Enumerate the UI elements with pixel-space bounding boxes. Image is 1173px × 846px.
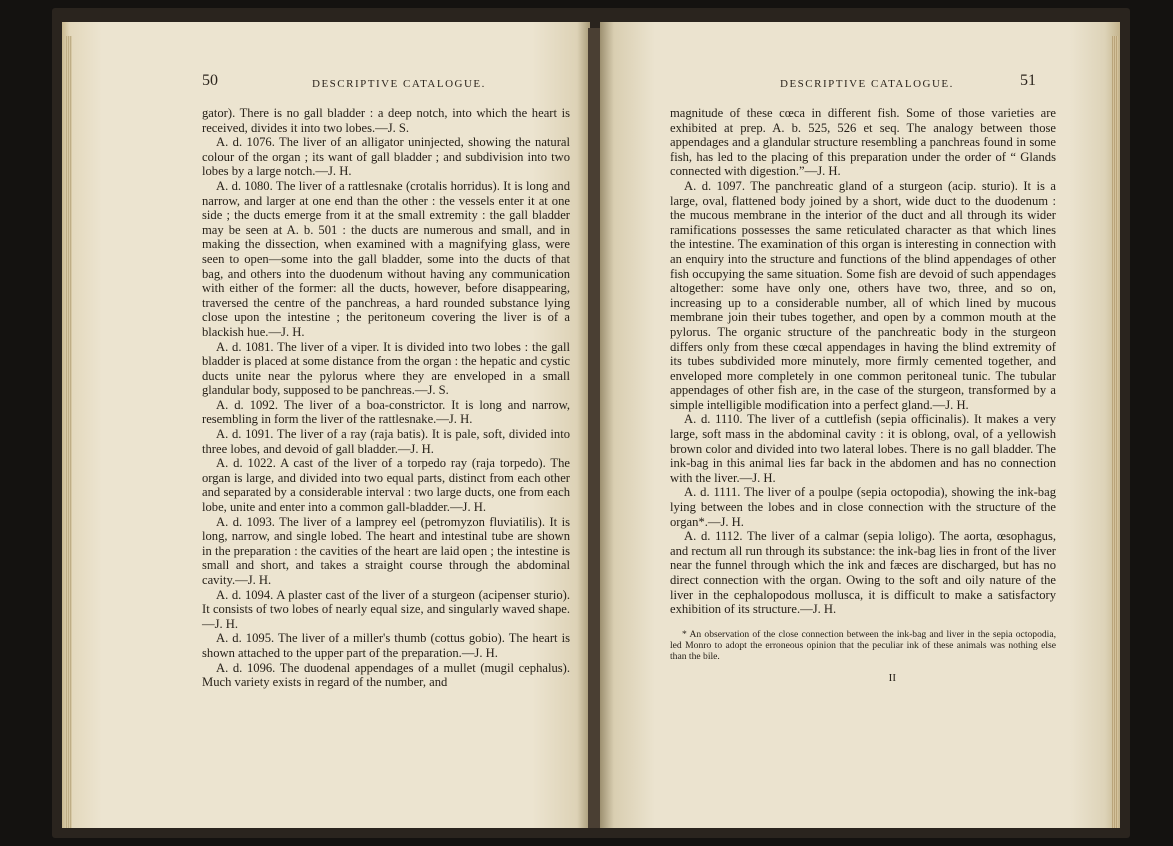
paragraph: A. d. 1110. The liver of a cuttlefish (sepia officinalis). It makes a very large, soft mass in the abdominal cavity : it is oblong, oval, of a yellowish brown color and divided into two lateral lobes. There is no gall bladder. The ink-bag in this animal lies far back in the abdomen and has no connection with the liver.—J. H. [670,412,1056,485]
paragraph: A. d. 1095. The liver of a miller's thumb (cottus gobio). The heart is shown attached to the upper part of the preparation.—J. H. [202,631,570,660]
left-page [62,22,590,828]
page-edges-right [1112,36,1118,828]
paragraph: A. d. 1092. The liver of a boa-constrictor. It is long and narrow, resembling in form the liver of the rattlesnake.—J. H. [202,397,570,427]
paragraph: A. d. 1111. The liver of a poulpe (sepia octopodia), showing the ink-bag lying between the lobes and in close connection with the structure of the organ*.—J. H. [670,485,1056,529]
paragraph: A. d. 1080. The liver of a rattlesnake (crotalis horridus). It is long and narrow, and larger at one end than the other : the vessels enter it at one side ; the ducts emerge from it at the small extremity : the gall bladder may be seen at A. b. 501 : the ducts are numerous and small, and in making the dissection, when examined with a magnifying glass, were seen to open—some into the gall bladder, some into the ducts of that bag, and others into the duodenum without having any communication with either of the former: all the ducts, however, before disappearing, traversed the centre of the panchreas, a hard rounded substance lying close upon the intestine ; the peritoneum covering the liver is of a blackish hue.—J. H. [202,178,570,339]
right-page-text [670,106,1056,686]
footnote: * An observation of the close connection between the ink-bag and liver in the sepia octopodia, led Monro to adopt the erroneous opinion that the peculiar ink of these animals was nothing else than the bile. [670,628,1056,662]
left-page-text [202,106,570,690]
right-page [600,22,1120,828]
paragraph: A. d. 1093. The liver of a lamprey eel (petromyzon fluviatilis). It is long, narrow, and single lobed. The heart and intestinal tube are shown in the preparation : the cavities of the heart are laid open ; the intestine is small and short, and takes a straight course through the abdominal cavity.—J. H. [202,514,570,587]
paragraph: magnitude of these cœca in different fish. Some of those varieties are exhibited at prep. A. b. 525, 526 et seq. The analogy between those appendages and a glandular structure resembling a panchreas found in some fish, has led to the placing of this preparation under the order of “ Glands connected with digestion.”—J. H. [670,106,1056,179]
paragraph: A. d. 1097. The panchreatic gland of a sturgeon (acip. sturio). It is a large, oval, flattened body joined by a short, wide duct to the duodenum : the mucous membrane in the interior of the duct and all through its wider ramifications possesses the same reticulated character as that which lines the intestine. The examination of this organ is interesting in connection with an enquiry into the structure and functions of the blind appendages of other fish occupying the same situation. Some fish are devoid of such appendages altogether: some have only one, others have two, three, and so on, increasing up to a considerable number, all of which lined by mucous membrane join their tubes together, and open by a common mouth at the pylorus. The organic structure of the panchreatic body in the sturgeon differs only from these cœcal appendages in having the blind extremity of its tubes subdivided more minutely, more firmly cemented together, and enveloped more completely in one common peritoneal tunic. The tubular appendages of other fish are, in the case of the sturgeon, transformed by a simple intelligible modification into a perfect gland.—J. H. [670,178,1056,412]
page-edges-left [66,36,72,828]
paragraph: gator). There is no gall bladder : a deep notch, into which the heart is received, divides it into two lobes.—J. S. [202,106,570,135]
page-number-right: 51 [1020,72,1036,89]
page-number-left: 50 [202,72,218,89]
paragraph: A. d. 1076. The liver of an alligator uninjected, showing the natural colour of the organ ; its want of gall bladder ; and subdivision into two lobes by a large notch.—J. H. [202,135,570,179]
running-head-left: DESCRIPTIVE CATALOGUE. [312,78,486,90]
paragraph: A. d. 1096. The duodenal appendages of a mullet (mugil cephalus). Much variety exists in regard of the number, and [202,660,570,690]
open-book [52,8,1130,838]
paragraph: A. d. 1094. A plaster cast of the liver of a sturgeon (acipenser sturio). It consists of two lobes of nearly equal size, and singularly waved shape.—J. H. [202,587,570,631]
running-head-right: DESCRIPTIVE CATALOGUE. [780,78,954,90]
signature-mark: II [888,672,896,685]
paragraph: A. d. 1081. The liver of a viper. It is divided into two lobes : the gall bladder is placed at some distance from the organ : the hepatic and cystic ducts unite near the pylorus where they are enveloped in a small glandular body, supposed to be panchreas.—J. S. [202,339,571,398]
paragraph: A. d. 1091. The liver of a ray (raja batis). It is pale, soft, divided into three lobes, and devoid of gall bladder.—J. H. [202,427,570,456]
paragraph: A. d. 1112. The liver of a calmar (sepia loligo). The aorta, œsophagus, and rectum all run through its substance: the ink-bag lies in front of the liver near the funnel through which the ink and fæces are discharged, but has no direct connection with the organ. Owing to the soft and oily nature of the liver in the cephalopodous mollusca, it is difficult to make a satisfactory exhibition of its structure.—J. H. [670,529,1056,617]
paragraph: A. d. 1022. A cast of the liver of a torpedo ray (raja torpedo). The organ is large, and divided into two equal parts, distinct from each other and separated by a considerable interval : two large ducts, one from each lobe, unite and enter into a common gall-bladder.—J. H. [202,456,570,515]
